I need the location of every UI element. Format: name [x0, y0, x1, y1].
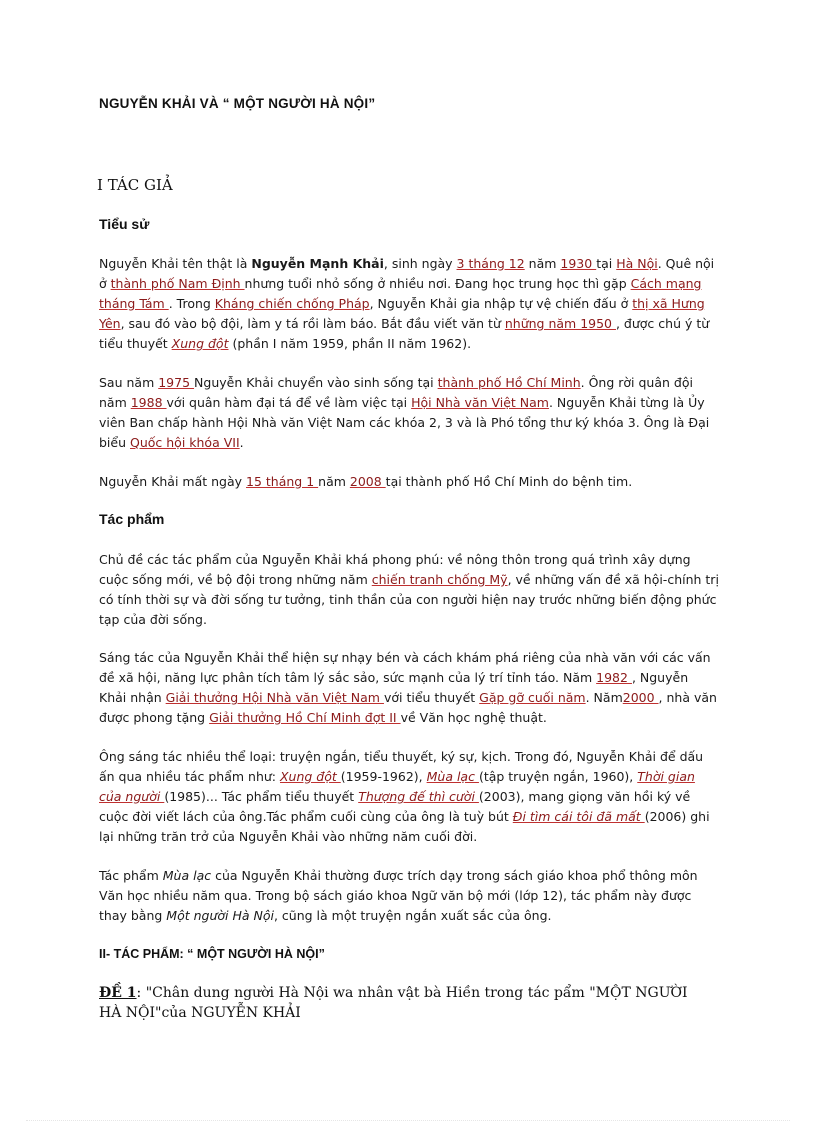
text: (phần I năm 1959, phần II năm 1962). — [228, 336, 472, 351]
text: Tác phẩm — [99, 868, 163, 883]
text: (1959-1962), — [340, 769, 427, 784]
link-year-1988[interactable]: 1988 — [130, 395, 167, 410]
text: , cũng là một truyện ngắn xuất sắc của ông. — [273, 908, 552, 923]
paragraph-works-2 — [99, 648, 719, 728]
link-year-1975[interactable]: 1975 — [158, 375, 195, 390]
text: với tiểu thuyết — [383, 690, 480, 705]
link-quoc-hoi-khoa-vii[interactable]: Quốc hội khóa VII — [130, 435, 240, 450]
paragraph-biography-1 — [99, 254, 719, 354]
text: Nguyễn Khải chuyển vào sinh sống tại — [194, 375, 438, 390]
link-gap-go-cuoi-nam[interactable]: Gặp gỡ cuối năm — [479, 690, 586, 705]
text: , sinh ngày — [383, 256, 457, 271]
text: . Quê nội ở — [99, 256, 715, 291]
link-hoi-nha-van[interactable]: Hội Nhà văn Việt Nam — [411, 395, 549, 410]
link-thuong-de-thi-cuoi[interactable]: Thượng đế thì cười — [358, 789, 479, 804]
link-death-date[interactable]: 15 tháng 1 — [246, 474, 319, 489]
essay-prompt-1 — [99, 983, 699, 1023]
link-khang-chien-chong-phap[interactable]: Kháng chiến chống Pháp — [214, 296, 370, 311]
link-birth-date[interactable]: 3 tháng 12 — [456, 256, 525, 271]
text: Sau năm — [99, 375, 159, 390]
paragraph-biography-2 — [99, 373, 719, 453]
text: (tập truyện ngắn, 1960), — [478, 769, 638, 784]
text: . — [239, 435, 244, 450]
text: năm — [524, 256, 561, 271]
link-giai-thuong-hoi-nha-van[interactable]: Giải thưởng Hội Nhà văn Việt Nam — [165, 690, 384, 705]
title-mua-lac: Mùa lạc — [162, 868, 212, 883]
text: . Nguyễn Khải từng là Ủy viên Ban chấp hành Hội Nhà văn Việt Nam các khóa 2, 3 và là Phó tổng thư ký khóa 3. Ông là Đại biểu — [99, 395, 710, 450]
link-year-2008[interactable]: 2008 — [349, 474, 386, 489]
link-nhung-nam-1950[interactable]: những năm 1950 — [504, 316, 616, 331]
prompt-label: ĐỀ 1 — [99, 985, 137, 1001]
link-mua-lac[interactable]: Mùa lạc — [426, 769, 479, 784]
text: Chủ đề các tác phẩm của Nguyễn Khải khá phong phú: về nông thôn trong quá trình xây dựng cuộc sống mới, về bộ đội trong những năm — [99, 552, 691, 587]
text: . Ông rời quân đội năm — [99, 375, 693, 410]
subheading-biography: Tiểu sử — [99, 216, 150, 232]
text: Nguyễn Khải mất ngày — [99, 474, 247, 489]
text: (2006) ghi lại những trăn trở của Nguyễn Khải vào những năm cuối đời. — [99, 809, 710, 844]
subheading-works: Tác phẩm — [99, 511, 165, 527]
link-giai-thuong-ho-chi-minh[interactable]: Giải thưởng Hồ Chí Minh đợt II — [209, 710, 401, 725]
text: . Năm — [585, 690, 623, 705]
text: năm — [318, 474, 350, 489]
link-year-1930[interactable]: 1930 — [560, 256, 597, 271]
text: , Nguyễn Khải gia nhập tự vệ chiến đấu ở — [369, 296, 633, 311]
text: Ông sáng tác nhiều thể loại: truyện ngắn, tiểu thuyết, ký sự, kịch. Trong đó, Nguyễn Khải để dấu ấn qua nhiều tác phẩm như: — [99, 749, 704, 784]
text: tại — [596, 256, 617, 271]
title-mot-nguoi-ha-noi: Một người Hà Nội — [166, 908, 274, 923]
link-ha-noi[interactable]: Hà Nội — [616, 256, 658, 271]
document-title: NGUYỄN KHẢI VÀ “ MỘT NGƯỜI HÀ NỘI” — [99, 96, 376, 111]
link-cach-mang-thang-tam[interactable]: Cách mạng tháng Tám — [99, 276, 702, 311]
page-bottom-divider — [26, 1120, 790, 1121]
text: (1985)... Tác phẩm tiểu thuyết — [164, 789, 359, 804]
text: của Nguyễn Khải thường được trích dạy trong sách giáo khoa phổ thông môn Văn học nhiều năm qua. Trong bộ sách giáo khoa Ngữ văn bộ mới (lớp 12), tác phẩm này được thay bằng — [99, 868, 698, 923]
link-chien-tranh-chong-my[interactable]: chiến tranh chống Mỹ — [371, 572, 508, 587]
link-hung-yen[interactable]: thị xã Hưng Yên — [99, 296, 705, 331]
link-ho-chi-minh-city[interactable]: thành phố Hồ Chí Minh — [437, 375, 581, 390]
prompt-text: : "Chân dung người Hà Nội wa nhân vật bà Hiền trong tác pẩm "MỘT NGƯỜI HÀ NỘI"của NGUYỄN KHẢI — [99, 985, 688, 1021]
paragraph-biography-3 — [99, 472, 719, 492]
text: Sáng tác của Nguyễn Khải thể hiện sự nhạy bén và cách khám phá riêng của nhà văn với các vấn đề xã hội, năng lực phân tích tâm lý sắc sảo, sức mạnh của lý trí tỉnh táo. Năm — [99, 650, 711, 685]
text: về Văn học nghệ thuật. — [400, 710, 547, 725]
text: nhưng tuổi nhỏ sống ở nhiều nơi. Đang học trung học thì gặp — [244, 276, 631, 291]
paragraph-works-1 — [99, 550, 719, 630]
text: , nhà văn được phong tặng — [99, 690, 717, 725]
section-heading-work: II- TÁC PHẨM: “ MỘT NGƯỜI HÀ NỘI” — [99, 947, 325, 961]
text: , về những vấn đề xã hội-chính trị có tính thời sự và đời sống tư tưởng, tinh thần của con người hiện nay trước những biến động phức tạp của đời sống. — [99, 572, 719, 627]
text: với quân hàm đại tá để về làm việc tại — [166, 395, 412, 410]
text: . Trong — [168, 296, 215, 311]
paragraph-works-3 — [99, 747, 719, 847]
paragraph-works-4 — [99, 866, 719, 926]
link-thoi-gian-cua-nguoi[interactable]: Thời gian của người — [99, 769, 695, 804]
link-nam-dinh[interactable]: thành phố Nam Định — [110, 276, 245, 291]
text: (2003), mang giọng văn hồi ký về cuộc đời viết lách của ông.Tác phẩm cuối cùng của ông là tuỳ bút — [99, 789, 691, 824]
link-di-tim-cai-toi-da-mat[interactable]: Đi tìm cái tôi đã mất — [512, 809, 645, 824]
section-heading-author: I TÁC GIẢ — [97, 176, 173, 194]
link-year-2000[interactable]: 2000 — [622, 690, 659, 705]
text: , Nguyễn Khải nhận — [99, 670, 689, 705]
link-xung-dot-2[interactable]: Xung đột — [279, 769, 341, 784]
text: , sau đó vào bộ đội, làm y tá rồi làm báo. Bắt đầu viết văn từ — [120, 316, 505, 331]
text: Nguyễn Khải tên thật là — [99, 256, 252, 271]
link-year-1982[interactable]: 1982 — [596, 670, 632, 685]
text: tại thành phố Hồ Chí Minh do bệnh tim. — [385, 474, 633, 489]
link-xung-dot[interactable]: Xung đột — [171, 336, 229, 351]
text: , được chú ý từ tiểu thuyết — [99, 316, 710, 351]
author-real-name: Nguyễn Mạnh Khải — [251, 256, 384, 271]
